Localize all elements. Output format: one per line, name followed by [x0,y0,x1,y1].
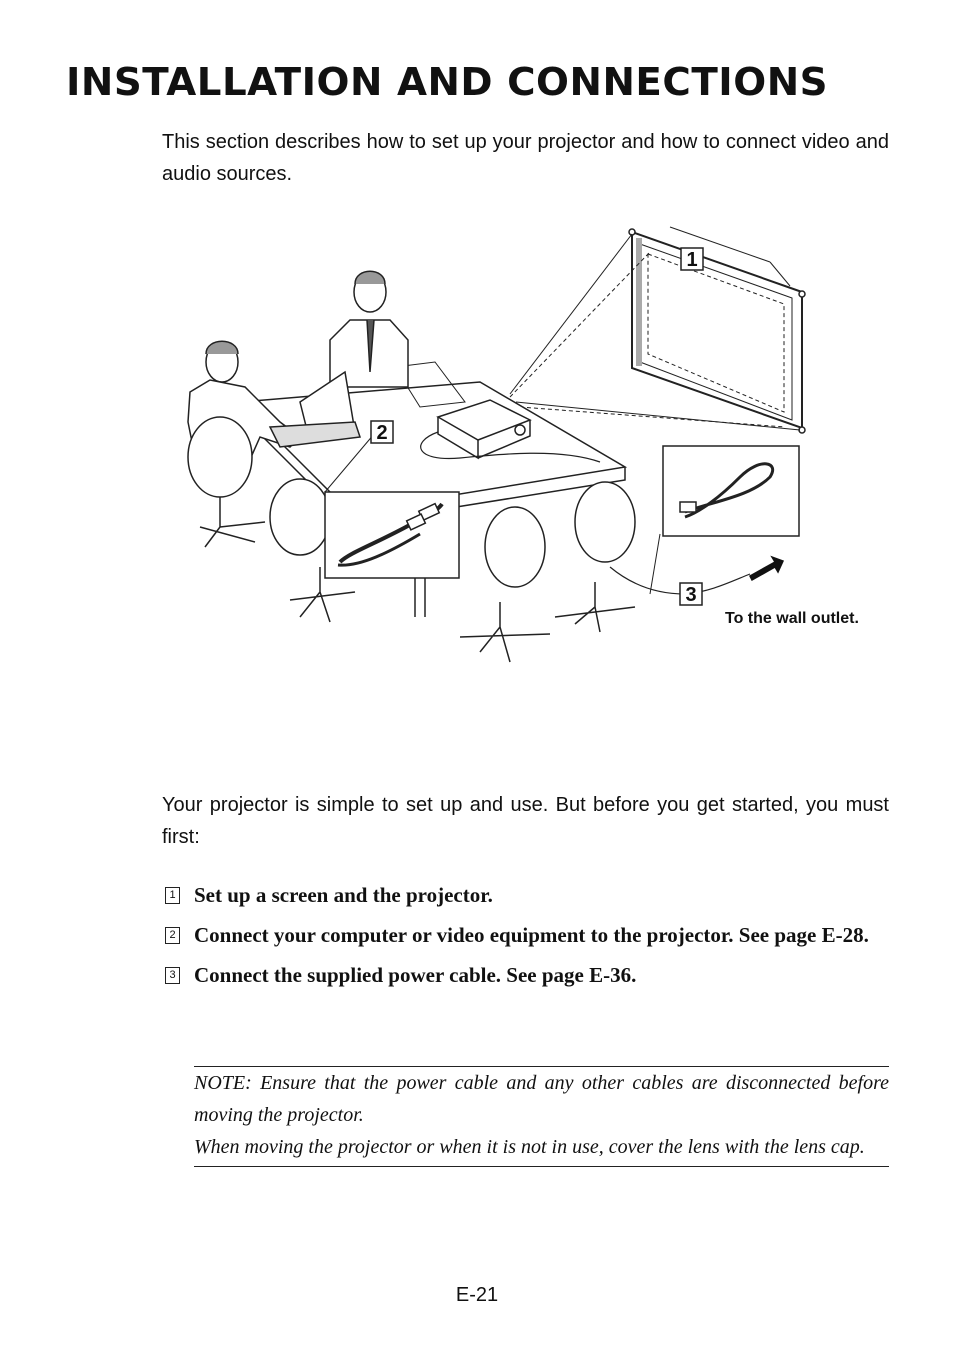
step-text: Connect your computer or video equipment to the projector. See page E-28. [194,923,869,947]
svg-text:2: 2 [376,422,388,444]
page-number: E-21 [455,1284,499,1306]
callout-2 [371,421,393,444]
projection-screen [629,227,805,433]
step-number: 1 [165,887,180,904]
installation-illustration [180,222,900,672]
power-cable-inset [663,446,799,536]
person-standing [330,271,408,387]
callout-1 [681,248,703,271]
svg-text:1: 1 [686,249,698,271]
page-title: INSTALLATION AND CONNECTIONS [66,60,829,104]
note-line: When moving the projector or when it is not in use, cover the lens with the lens cap. [194,1136,865,1158]
intro-paragraph: This section describes how to set up your projector and how to connect video and audio sources. [162,131,889,185]
step-number: 2 [165,927,180,944]
callout-3 [680,583,702,606]
step-item [162,882,889,909]
note-box [194,1066,889,1167]
wall-outlet-arrow [750,557,783,580]
lead-paragraph: Your projector is simple to set up and use. But before you get started, you must first: [162,794,889,848]
setup-steps [162,882,889,1002]
svg-text:3: 3 [685,584,697,606]
note-line: NOTE: Ensure that the power cable and any other cables are disconnected before moving the projector. [194,1072,889,1126]
step-text: Connect the supplied power cable. See page E-36. [194,963,637,987]
step-item [162,962,889,989]
step-number: 3 [165,967,180,984]
step-text: Set up a screen and the projector. [194,883,493,907]
step-item [162,922,889,949]
wall-outlet-label: To the wall outlet. [725,610,859,627]
